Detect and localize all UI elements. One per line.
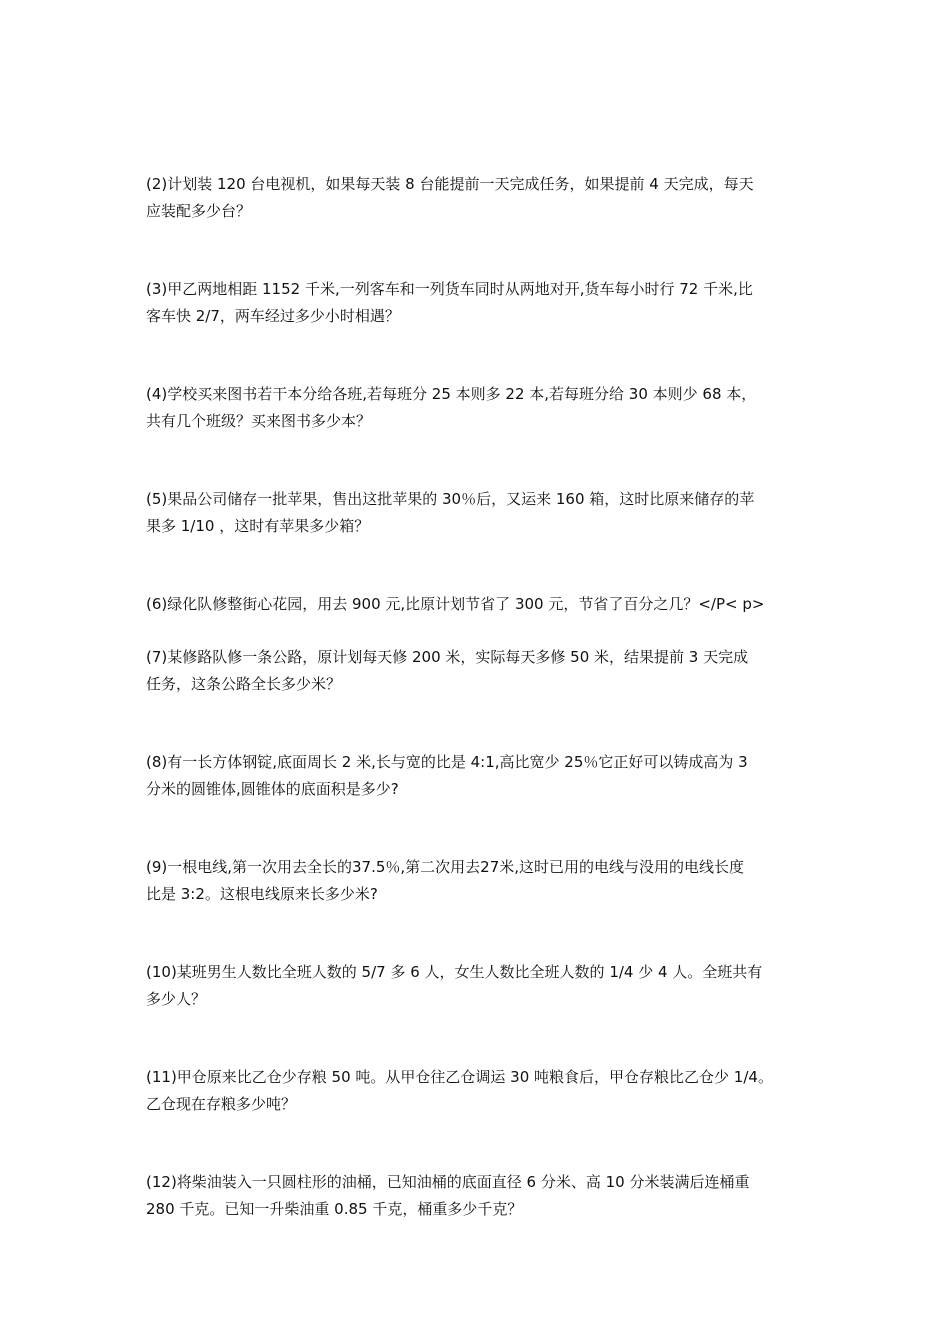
problem-5-line-1: (5)果品公司储存一批苹果，售出这批苹果的 30％后，又运来 160 箱，这时比原来储存的苹 — [146, 490, 755, 508]
problem-7 — [146, 644, 816, 698]
problem-2 — [146, 171, 816, 225]
problem-3-line-2: 客车快 2/7，两车经过多少小时相遇？ — [146, 307, 400, 325]
problem-8-line-1: (8)有一长方体钢锭,底面周长 2 米,长与宽的比是 4:1,高比宽少 25％它正好可以铸成高为 3 — [146, 753, 748, 771]
problem-11-line-2: 乙仓现在存粮多少吨？ — [146, 1095, 297, 1113]
problem-9 — [146, 854, 816, 908]
problem-9-line-1: (9)一根电线,第一次用去全长的37.5％,第二次用去27米,这时已用的电线与没用的电线长度 — [146, 858, 745, 876]
problem-2-line-1: (2)计划装 120 台电视机，如果每天装 8 台能提前一天完成任务，如果提前 4 天完成，每天 — [146, 175, 754, 193]
problem-8-line-2: 分米的圆锥体,圆锥体的底面积是多少? — [146, 780, 399, 798]
problem-6 — [146, 591, 816, 618]
problem-12-line-1: (12)将柴油装入一只圆柱形的油桶，已知油桶的底面直径 6 分米、高 10 分米装满后连桶重 — [146, 1173, 750, 1191]
problem-7-line-1: (7)某修路队修一条公路，原计划每天修 200 米，实际每天多修 50 米，结果提前 3 天完成 — [146, 648, 749, 666]
problem-4-line-1: (4)学校买来图书若干本分给各班,若每班分 25 本则多 22 本,若每班分给 30 本则少 68 本， — [146, 385, 757, 403]
problem-10 — [146, 959, 816, 1013]
problem-7-line-2: 任务，这条公路全长多少米？ — [146, 675, 342, 693]
problem-4 — [146, 381, 816, 435]
problem-5-line-2: 果多 1/10 ，这时有苹果多少箱？ — [146, 517, 370, 535]
problem-10-line-2: 多少人？ — [146, 990, 207, 1008]
problem-6-line-1: (6)绿化队修整街心花园，用去 900 元,比原计划节省了 300 元，节省了百分之几？</P< p> — [146, 595, 765, 613]
problem-12-line-2: 280 千克。已知一升柴油重 0.85 千克，桶重多少千克？ — [146, 1200, 523, 1218]
problem-11-line-1: (11)甲仓原来比乙仓少存粮 50 吨。从甲仓往乙仓调运 30 吨粮食后，甲仓存粮比乙仓少 1/4。 — [146, 1068, 773, 1086]
problem-3-line-1: (3)甲乙两地相距 1152 千米,一列客车和一列货车同时从两地对开,货车每小时行 72 千米,比 — [146, 280, 753, 298]
problem-5 — [146, 486, 816, 540]
problem-8 — [146, 749, 816, 803]
problem-3 — [146, 276, 816, 330]
problem-11 — [146, 1064, 816, 1118]
problem-10-line-1: (10)某班男生人数比全班人数的 5/7 多 6 人，女生人数比全班人数的 1/4 少 4 人。全班共有 — [146, 963, 763, 981]
problem-9-line-2: 比是 3:2。这根电线原来长多少米? — [146, 885, 378, 903]
problem-4-line-2: 共有几个班级？买来图书多少本？ — [146, 412, 372, 430]
problem-12 — [146, 1169, 816, 1223]
problem-2-line-2: 应装配多少台？ — [146, 202, 252, 220]
